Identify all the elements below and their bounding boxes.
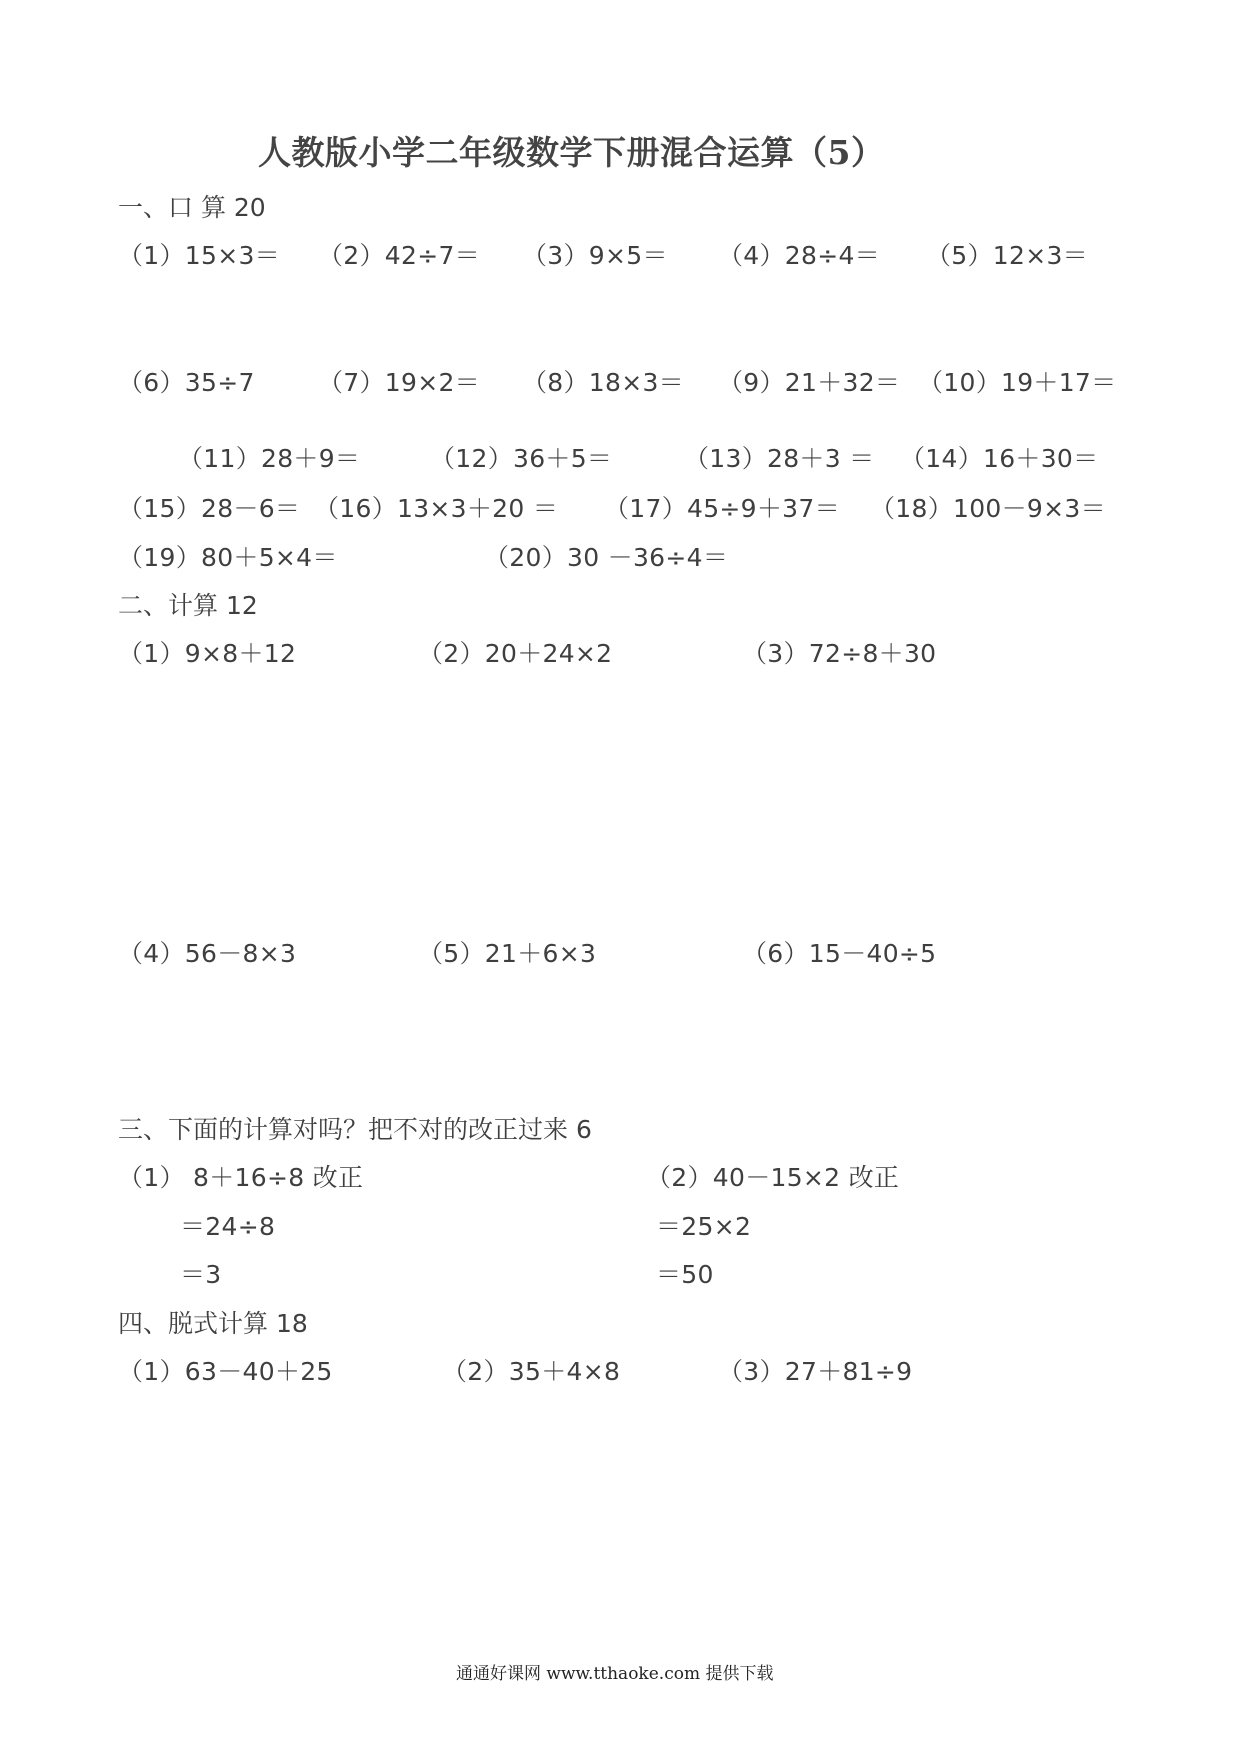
oral-item-2: （2）42÷7＝ bbox=[318, 241, 480, 270]
oral-item-1: （1）15×3＝ bbox=[118, 241, 280, 270]
check-right-line2: ＝25×2 bbox=[656, 1212, 752, 1241]
calc-item-6: （6）15－40÷5 bbox=[742, 939, 937, 968]
oral-item-20: （20）30 －36÷4＝ bbox=[484, 543, 729, 572]
oral-item-16: （16）13×3＋20 ＝ bbox=[314, 494, 559, 523]
oral-item-8: （8）18×3＝ bbox=[522, 368, 684, 397]
oral-item-12: （12）36＋5＝ bbox=[430, 444, 613, 473]
oral-item-9: （9）21＋32＝ bbox=[718, 368, 901, 397]
check-left-line2: ＝24÷8 bbox=[180, 1212, 276, 1241]
page-title: 人教版小学二年级数学下册混合运算（5） bbox=[258, 133, 885, 172]
oral-item-18: （18）100－9×3＝ bbox=[870, 494, 1106, 523]
calc-item-5: （5）21＋6×3 bbox=[418, 939, 597, 968]
page-footer: 通通好课网 www.tthaoke.com 提供下载 bbox=[456, 1664, 774, 1684]
oral-item-5: （5）12×3＝ bbox=[926, 241, 1088, 270]
check-right-line1: （2）40－15×2 改正 bbox=[646, 1163, 900, 1192]
oral-item-11: （11）28＋9＝ bbox=[178, 444, 361, 473]
stepcalc-item-3: （3）27＋81÷9 bbox=[718, 1357, 913, 1386]
oral-item-6: （6）35÷7 bbox=[118, 368, 255, 397]
oral-item-7: （7）19×2＝ bbox=[318, 368, 480, 397]
calc-item-3: （3）72÷8＋30 bbox=[742, 639, 937, 668]
oral-item-3: （3）9×5＝ bbox=[522, 241, 668, 270]
section3-heading: 三、下面的计算对吗？把不对的改正过来 6 bbox=[118, 1115, 592, 1144]
oral-item-14: （14）16＋30＝ bbox=[900, 444, 1099, 473]
oral-item-10: （10）19＋17＝ bbox=[918, 368, 1117, 397]
oral-item-19: （19）80＋5×4＝ bbox=[118, 543, 338, 572]
oral-item-13: （13）28＋3 ＝ bbox=[684, 444, 875, 473]
check-left-line1: （1） 8＋16÷8 改正 bbox=[118, 1163, 364, 1192]
check-left-line3: ＝3 bbox=[180, 1260, 222, 1289]
stepcalc-item-1: （1）63－40＋25 bbox=[118, 1357, 333, 1386]
oral-item-15: （15）28－6＝ bbox=[118, 494, 301, 523]
calc-item-4: （4）56－8×3 bbox=[118, 939, 297, 968]
section1-heading: 一、口 算 20 bbox=[118, 193, 266, 222]
calc-item-2: （2）20＋24×2 bbox=[418, 639, 613, 668]
section4-heading: 四、脱式计算 18 bbox=[118, 1309, 308, 1338]
oral-item-17: （17）45÷9＋37＝ bbox=[604, 494, 840, 523]
check-right-line3: ＝50 bbox=[656, 1260, 714, 1289]
stepcalc-item-2: （2）35＋4×8 bbox=[442, 1357, 621, 1386]
oral-item-4: （4）28÷4＝ bbox=[718, 241, 880, 270]
calc-item-1: （1）9×8＋12 bbox=[118, 639, 297, 668]
section2-heading: 二、计算 12 bbox=[118, 591, 258, 620]
